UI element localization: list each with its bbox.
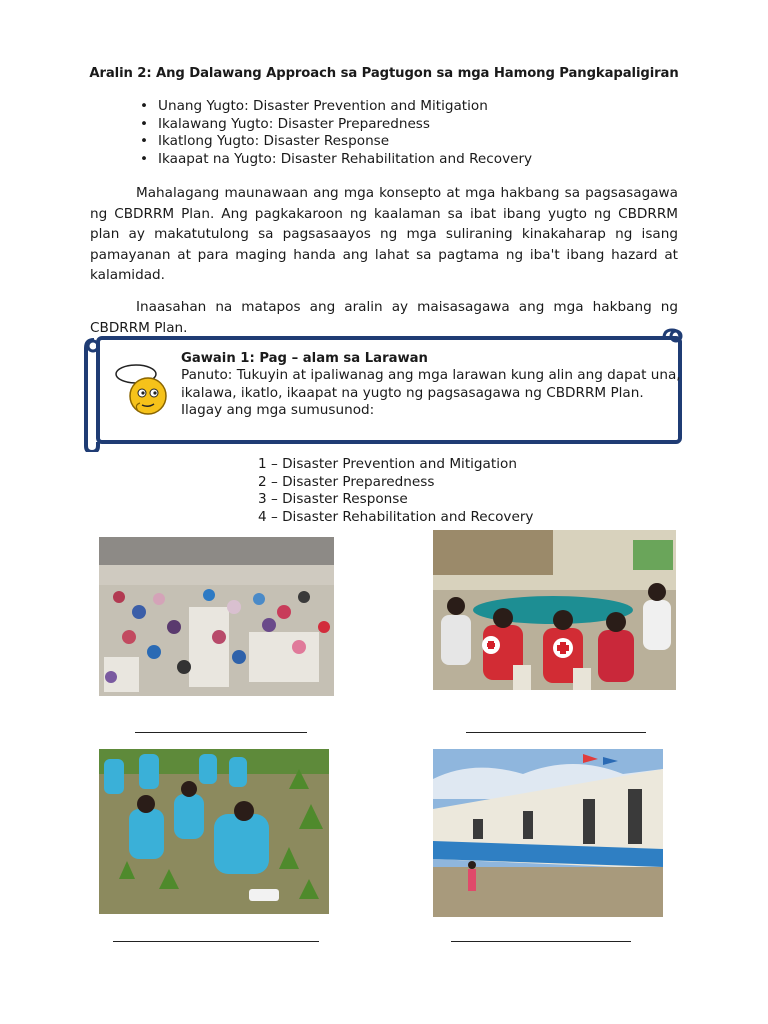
answer-blank[interactable] — [113, 941, 319, 942]
relief-operation-photo — [99, 537, 334, 696]
answer-blank[interactable] — [135, 732, 307, 733]
stage-legend — [258, 456, 533, 526]
stage-item: • Ikatlong Yugto: Disaster Response — [140, 133, 532, 151]
lesson-title: Aralin 2: Ang Dalawang Approach sa Pagtugon sa mga Hamong Pangkapaligiran — [89, 66, 679, 81]
answer-blank[interactable] — [451, 941, 631, 942]
answer-blank[interactable] — [466, 732, 646, 733]
legend-item: 1 – Disaster Prevention and Mitigation — [258, 456, 517, 472]
legend-item: 3 – Disaster Response — [258, 491, 408, 507]
red-cross-meeting-photo — [433, 530, 676, 690]
activity-instructions: Panuto: Tukuyin at ipaliwanag ang mga larawan kung alin ang dapat una, ikalawa, ikatlo, ikaapat na yugto ng pagsasagawa ng CBDRRM Plan. Ilagay ang mga sumusunod: — [181, 367, 681, 418]
legend-item: 2 – Disaster Preparedness — [258, 473, 435, 490]
legend-item: 4 – Disaster Rehabilitation and Recovery — [258, 508, 534, 525]
stage-item: • Ikalawang Yugto: Disaster Preparedness — [140, 116, 532, 134]
activity-title: Gawain 1: Pag – alam sa Larawan — [181, 351, 428, 366]
tree-planting-photo — [99, 749, 329, 914]
stage-item: • Unang Yugto: Disaster Prevention and Mitigation — [140, 98, 532, 116]
thinking-chef-icon — [114, 362, 176, 420]
stage-item: • Ikaapat na Yugto: Disaster Rehabilitation and Recovery — [140, 151, 532, 169]
intro-paragraph: Mahalagang maunawaan ang mga konsepto at mga hakbang sa pagsasagawa ng CBDRRM Plan. Ang pagkakaroon ng kaalaman sa ibat ibang yugto ng CBDRRM plan ay makatutulong sa pagsasaayos ng mga suliraning kinakaharap ng isang pamayanan at para maging handa ang lahat sa pagtama ng iba't ibang hazard at kalamidad. — [90, 185, 678, 283]
activity-box — [181, 350, 681, 420]
objective-paragraph: Inaasahan na matapos ang aralin ay maisasagawa ang mga hakbang ng CBDRRM Plan. — [90, 299, 678, 336]
stage-list — [140, 98, 532, 168]
rebuilt-school-photo — [433, 749, 663, 917]
